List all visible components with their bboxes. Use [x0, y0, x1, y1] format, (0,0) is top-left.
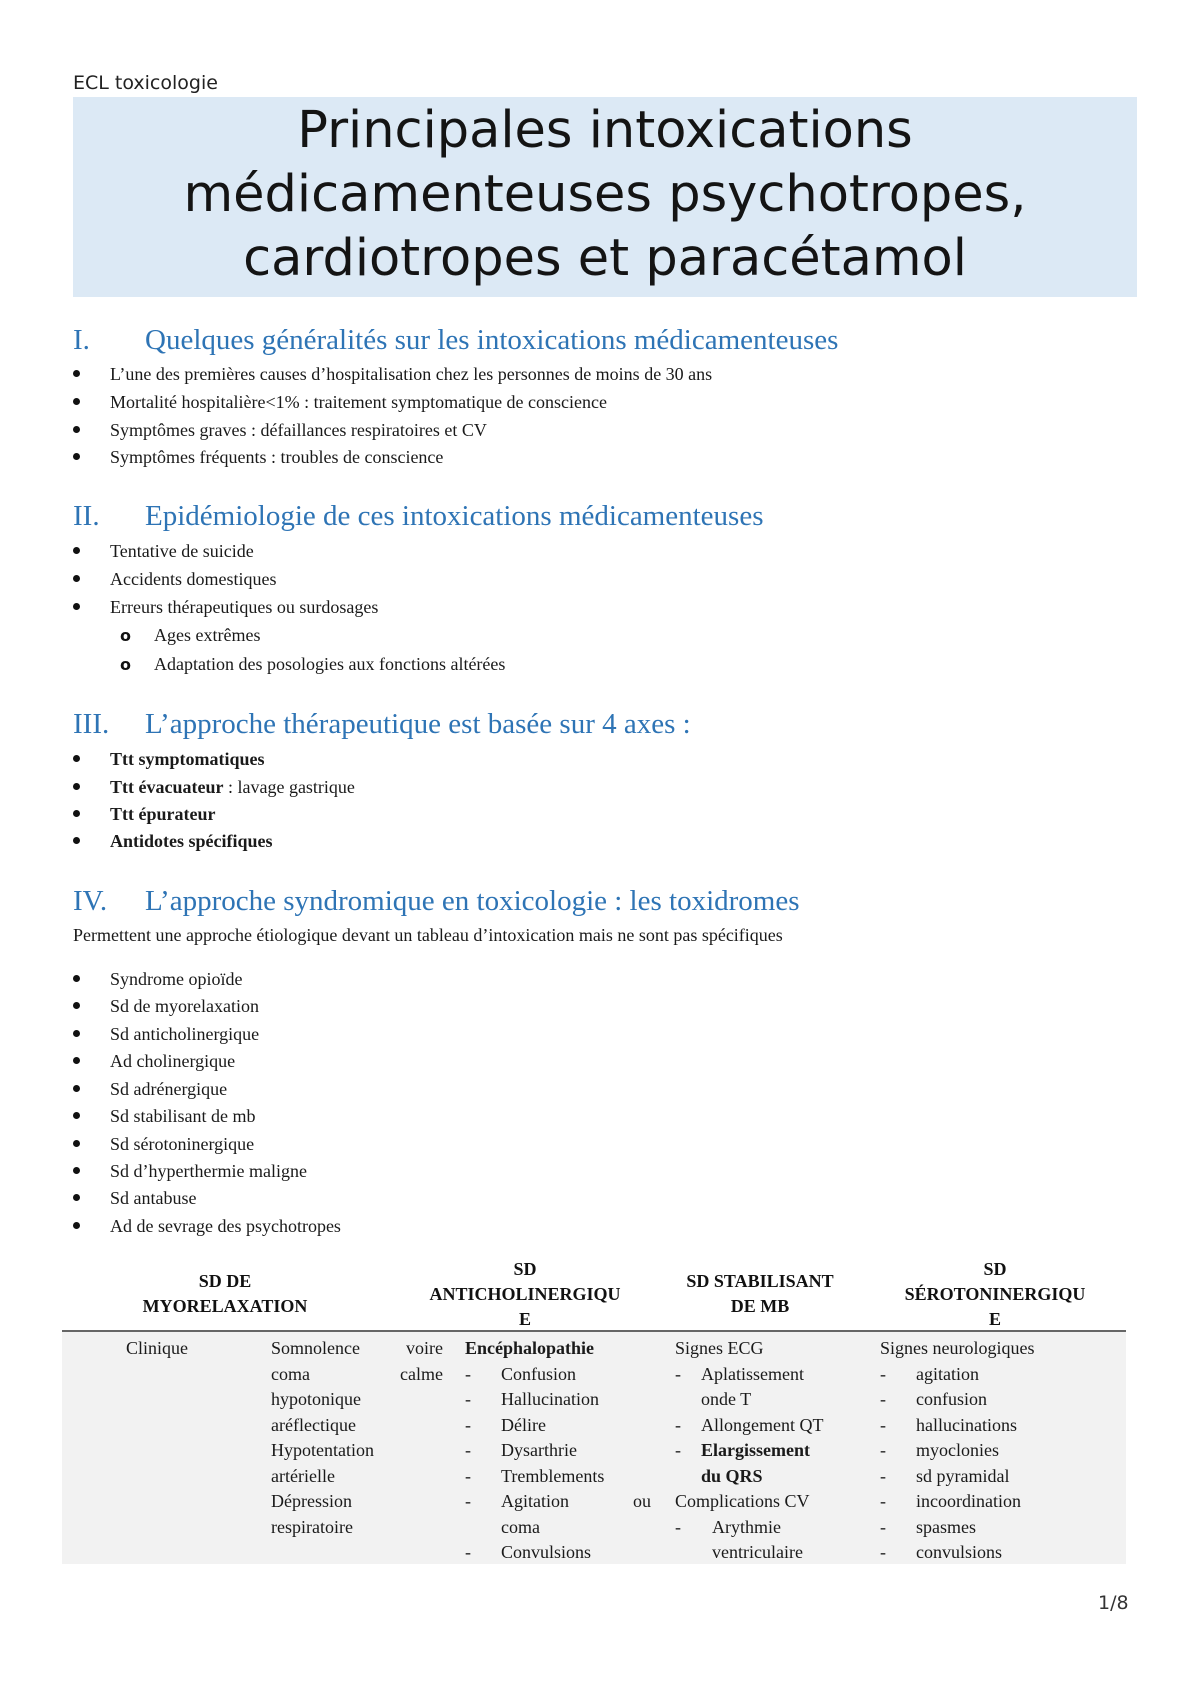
list-item — [110, 803, 215, 825]
cell-text: Confusion — [501, 1363, 577, 1384]
page-number: 1/8 — [1098, 1592, 1129, 1614]
section-1-heading — [73, 323, 838, 357]
cell-line — [675, 1515, 823, 1541]
cell-line — [880, 1489, 1035, 1515]
section-4-heading — [73, 884, 800, 918]
dash-marker: - — [465, 1363, 471, 1384]
cell-text: spasmes — [916, 1516, 976, 1537]
section-2-title: Epidémiologie de ces intoxications médicamenteuses — [145, 500, 764, 532]
table-cell-serotoninergique — [880, 1336, 1035, 1566]
cell-word: calme — [400, 1363, 443, 1384]
section-2-heading — [73, 499, 764, 533]
bullet-icon — [73, 1112, 80, 1119]
dash-marker: - — [880, 1542, 886, 1562]
list-item: Tentative de suicide — [110, 541, 254, 561]
cell-line — [880, 1515, 1035, 1541]
sub-list-item: Adaptation des posologies aux fonctions altérées — [154, 654, 506, 674]
section-1-number: I. — [73, 324, 90, 356]
cell-line — [675, 1438, 823, 1464]
list-item: Sd d’hyperthermie maligne — [110, 1161, 307, 1181]
table-header-myorelaxation — [110, 1269, 340, 1319]
dash-marker: - — [675, 1363, 681, 1384]
cell-heading: Signes neurologiques — [880, 1338, 1035, 1358]
list-item: Accidents domestiques — [110, 569, 277, 589]
section-1-title: Quelques généralités sur les intoxications médicamenteuses — [145, 324, 839, 356]
cell-text: Dysarthrie — [501, 1440, 577, 1460]
cell-heading — [465, 1336, 651, 1362]
table-header-stabilisant — [665, 1269, 855, 1319]
bullet-icon — [73, 1030, 80, 1037]
dash-marker: - — [675, 1414, 681, 1435]
bullet-icon — [73, 783, 80, 790]
title-banner — [73, 97, 1137, 297]
cell-line: hypotonique — [271, 1389, 361, 1409]
bullet-icon — [73, 1140, 80, 1147]
cell-line: Dépression — [271, 1491, 352, 1511]
justified-line — [271, 1336, 443, 1362]
bullet-icon — [73, 1194, 80, 1201]
cell-heading-text: Encéphalopathie — [465, 1338, 595, 1358]
dash-marker: - — [465, 1491, 471, 1511]
cell-word: coma — [271, 1363, 310, 1384]
list-item — [110, 830, 273, 852]
list-item-bold: Ttt symptomatiques — [110, 749, 265, 769]
cell-line: onde T — [701, 1389, 752, 1409]
cell-text: Délire — [501, 1414, 546, 1435]
bullet-icon — [73, 1057, 80, 1064]
list-item-bold: Antidotes spécifiques — [110, 831, 273, 851]
section-3-title: L’approche thérapeutique est basée sur 4 axes : — [145, 708, 691, 740]
cell-word: voire — [406, 1338, 443, 1358]
bullet-icon — [73, 810, 80, 817]
table-header-line: SÉROTONINERGIQU — [904, 1284, 1086, 1304]
cell-line — [465, 1489, 651, 1515]
dash-marker: - — [465, 1389, 471, 1409]
cell-line: Complications CV — [675, 1491, 810, 1511]
cell-bold-text: du QRS — [701, 1465, 763, 1486]
section-4-intro: Permettent une approche étiologique devant un tableau d’intoxication mais ne sont pas spécifiques — [73, 925, 783, 945]
table-header-line: SD — [513, 1259, 537, 1279]
dash-marker: - — [880, 1363, 886, 1384]
list-item: Symptômes graves : défaillances respiratoires et CV — [110, 420, 487, 440]
cell-line: aréflectique — [271, 1414, 356, 1435]
section-4-number: IV. — [73, 885, 108, 917]
list-item: Sd anticholinergique — [110, 1024, 260, 1044]
bullet-icon — [73, 603, 80, 610]
title-line-3: cardiotropes et paracétamol — [243, 229, 967, 288]
cell-line: respiratoire — [271, 1516, 353, 1537]
table-header-line: SD — [983, 1259, 1007, 1279]
bullet-icon — [73, 755, 80, 762]
dash-marker: - — [465, 1414, 471, 1435]
cell-line — [675, 1362, 823, 1388]
list-item: Symptômes fréquents : troubles de conscience — [110, 447, 444, 467]
table-header-line: ANTICHOLINERGIQU — [429, 1284, 621, 1304]
cell-text: agitation — [916, 1363, 979, 1384]
list-item: Ad de sevrage des psychotropes — [110, 1216, 341, 1236]
cell-text: myoclonies — [916, 1440, 999, 1460]
dash-marker: - — [880, 1465, 886, 1486]
cell-text: confusion — [916, 1389, 987, 1409]
list-item: Sd adrénergique — [110, 1079, 228, 1099]
cell-text: Hallucination — [501, 1389, 599, 1409]
table-header-serotoninergique — [870, 1257, 1120, 1332]
cell-text: incoordination — [916, 1491, 1021, 1511]
dash-marker: - — [675, 1516, 681, 1537]
table-header-line: DE MB — [730, 1296, 790, 1316]
bullet-icon — [73, 837, 80, 844]
bullet-icon — [73, 1222, 80, 1229]
cell-line — [880, 1540, 1035, 1566]
table-header-line: E — [518, 1309, 531, 1329]
cell-line — [675, 1413, 823, 1439]
bullet-icon — [73, 1002, 80, 1009]
title-line-2: médicamenteuses psychotropes, — [183, 165, 1027, 224]
table-header-line: SD DE — [198, 1271, 252, 1291]
cell-line: coma — [501, 1516, 540, 1537]
cell-line — [465, 1413, 651, 1439]
cell-word: Somnolence — [271, 1338, 360, 1358]
table-header-line: SD STABILISANT — [686, 1271, 834, 1291]
cell-text: hallucinations — [916, 1414, 1017, 1435]
cell-heading: Signes ECG — [675, 1338, 764, 1358]
list-item-bold: Ttt épurateur — [110, 804, 216, 824]
list-item: L’une des premières causes d’hospitalisation chez les personnes de moins de 30 ans — [110, 364, 713, 384]
dash-marker: - — [880, 1516, 886, 1537]
section-2-number: II. — [73, 500, 100, 532]
section-3-number: III. — [73, 708, 110, 740]
list-item: Erreurs thérapeutiques ou surdosages — [110, 597, 379, 617]
title-line-1: Principales intoxications — [297, 101, 913, 160]
table-header-line: E — [988, 1309, 1001, 1329]
circle-bullet-icon: o — [120, 626, 131, 645]
dash-marker: - — [880, 1440, 886, 1460]
cell-line: ventriculaire — [712, 1542, 803, 1562]
list-item: Ad cholinergique — [110, 1051, 236, 1071]
cell-text: convulsions — [916, 1542, 1003, 1562]
dash-marker: - — [880, 1491, 886, 1511]
bullet-icon — [73, 1167, 80, 1174]
cell-text: Tremblements — [501, 1465, 605, 1486]
table-header-line: MYORELAXATION — [142, 1296, 308, 1316]
bullet-icon — [73, 1085, 80, 1092]
cell-line — [465, 1464, 651, 1490]
table-cell-anticholinergique — [465, 1336, 651, 1566]
cell-line — [675, 1464, 823, 1490]
list-item: Sd antabuse — [110, 1188, 197, 1208]
cell-line: Hypotentation — [271, 1440, 374, 1460]
bullet-icon — [73, 426, 80, 433]
bullet-icon — [73, 575, 80, 582]
list-item: Sd sérotoninergique — [110, 1134, 255, 1154]
cell-word: ou — [633, 1491, 651, 1511]
dash-marker: - — [465, 1542, 471, 1562]
list-item: Sd stabilisant de mb — [110, 1106, 256, 1126]
dash-marker: - — [880, 1389, 886, 1409]
cell-line — [880, 1362, 1035, 1388]
dash-marker: - — [465, 1440, 471, 1460]
cell-text: Allongement QT — [701, 1414, 824, 1435]
cell-text: Aplatissement — [701, 1363, 804, 1384]
table-header-anticholinergique — [400, 1257, 650, 1332]
table-row-label: Clinique — [126, 1338, 188, 1358]
sub-list-item: Ages extrêmes — [154, 625, 261, 645]
section-4-title: L’approche syndromique en toxicologie : les toxidromes — [145, 885, 800, 917]
bullet-icon — [73, 398, 80, 405]
list-item-bold: Ttt évacuateur — [110, 777, 224, 797]
table-cell-stabilisant — [675, 1336, 823, 1566]
cell-text: Arythmie — [712, 1516, 781, 1537]
running-header: ECL toxicologie — [73, 72, 218, 94]
dash-marker: - — [675, 1440, 681, 1460]
cell-line — [465, 1438, 651, 1464]
cell-text: Convulsions — [501, 1542, 592, 1562]
cell-line — [465, 1362, 651, 1388]
table-cell-myorelaxation — [271, 1336, 443, 1540]
justified-line — [271, 1362, 443, 1388]
cell-line — [880, 1413, 1035, 1439]
list-item — [110, 776, 355, 798]
cell-word: Agitation — [501, 1491, 569, 1511]
dash-marker: - — [465, 1465, 471, 1486]
list-item: Syndrome opioïde — [110, 969, 243, 989]
list-item — [110, 748, 265, 770]
list-item: Sd de myorelaxation — [110, 996, 259, 1016]
section-3-heading — [73, 707, 691, 741]
circle-bullet-icon: o — [120, 655, 131, 674]
cell-line — [465, 1387, 651, 1413]
cell-line: artérielle — [271, 1465, 335, 1486]
bullet-icon — [73, 453, 80, 460]
cell-line — [880, 1438, 1035, 1464]
dash-marker: - — [880, 1414, 886, 1435]
cell-line — [465, 1540, 651, 1566]
cell-bold-text: Elargissement — [701, 1440, 810, 1460]
justified-line — [501, 1489, 651, 1515]
list-item: Mortalité hospitalière<1% : traitement symptomatique de conscience — [110, 392, 607, 412]
cell-line — [880, 1387, 1035, 1413]
bullet-icon — [73, 975, 80, 982]
cell-line — [880, 1464, 1035, 1490]
bullet-icon — [73, 547, 80, 554]
cell-text: sd pyramidal — [916, 1465, 1010, 1486]
bullet-icon — [73, 370, 80, 377]
list-item-text: : lavage gastrique — [223, 777, 355, 797]
